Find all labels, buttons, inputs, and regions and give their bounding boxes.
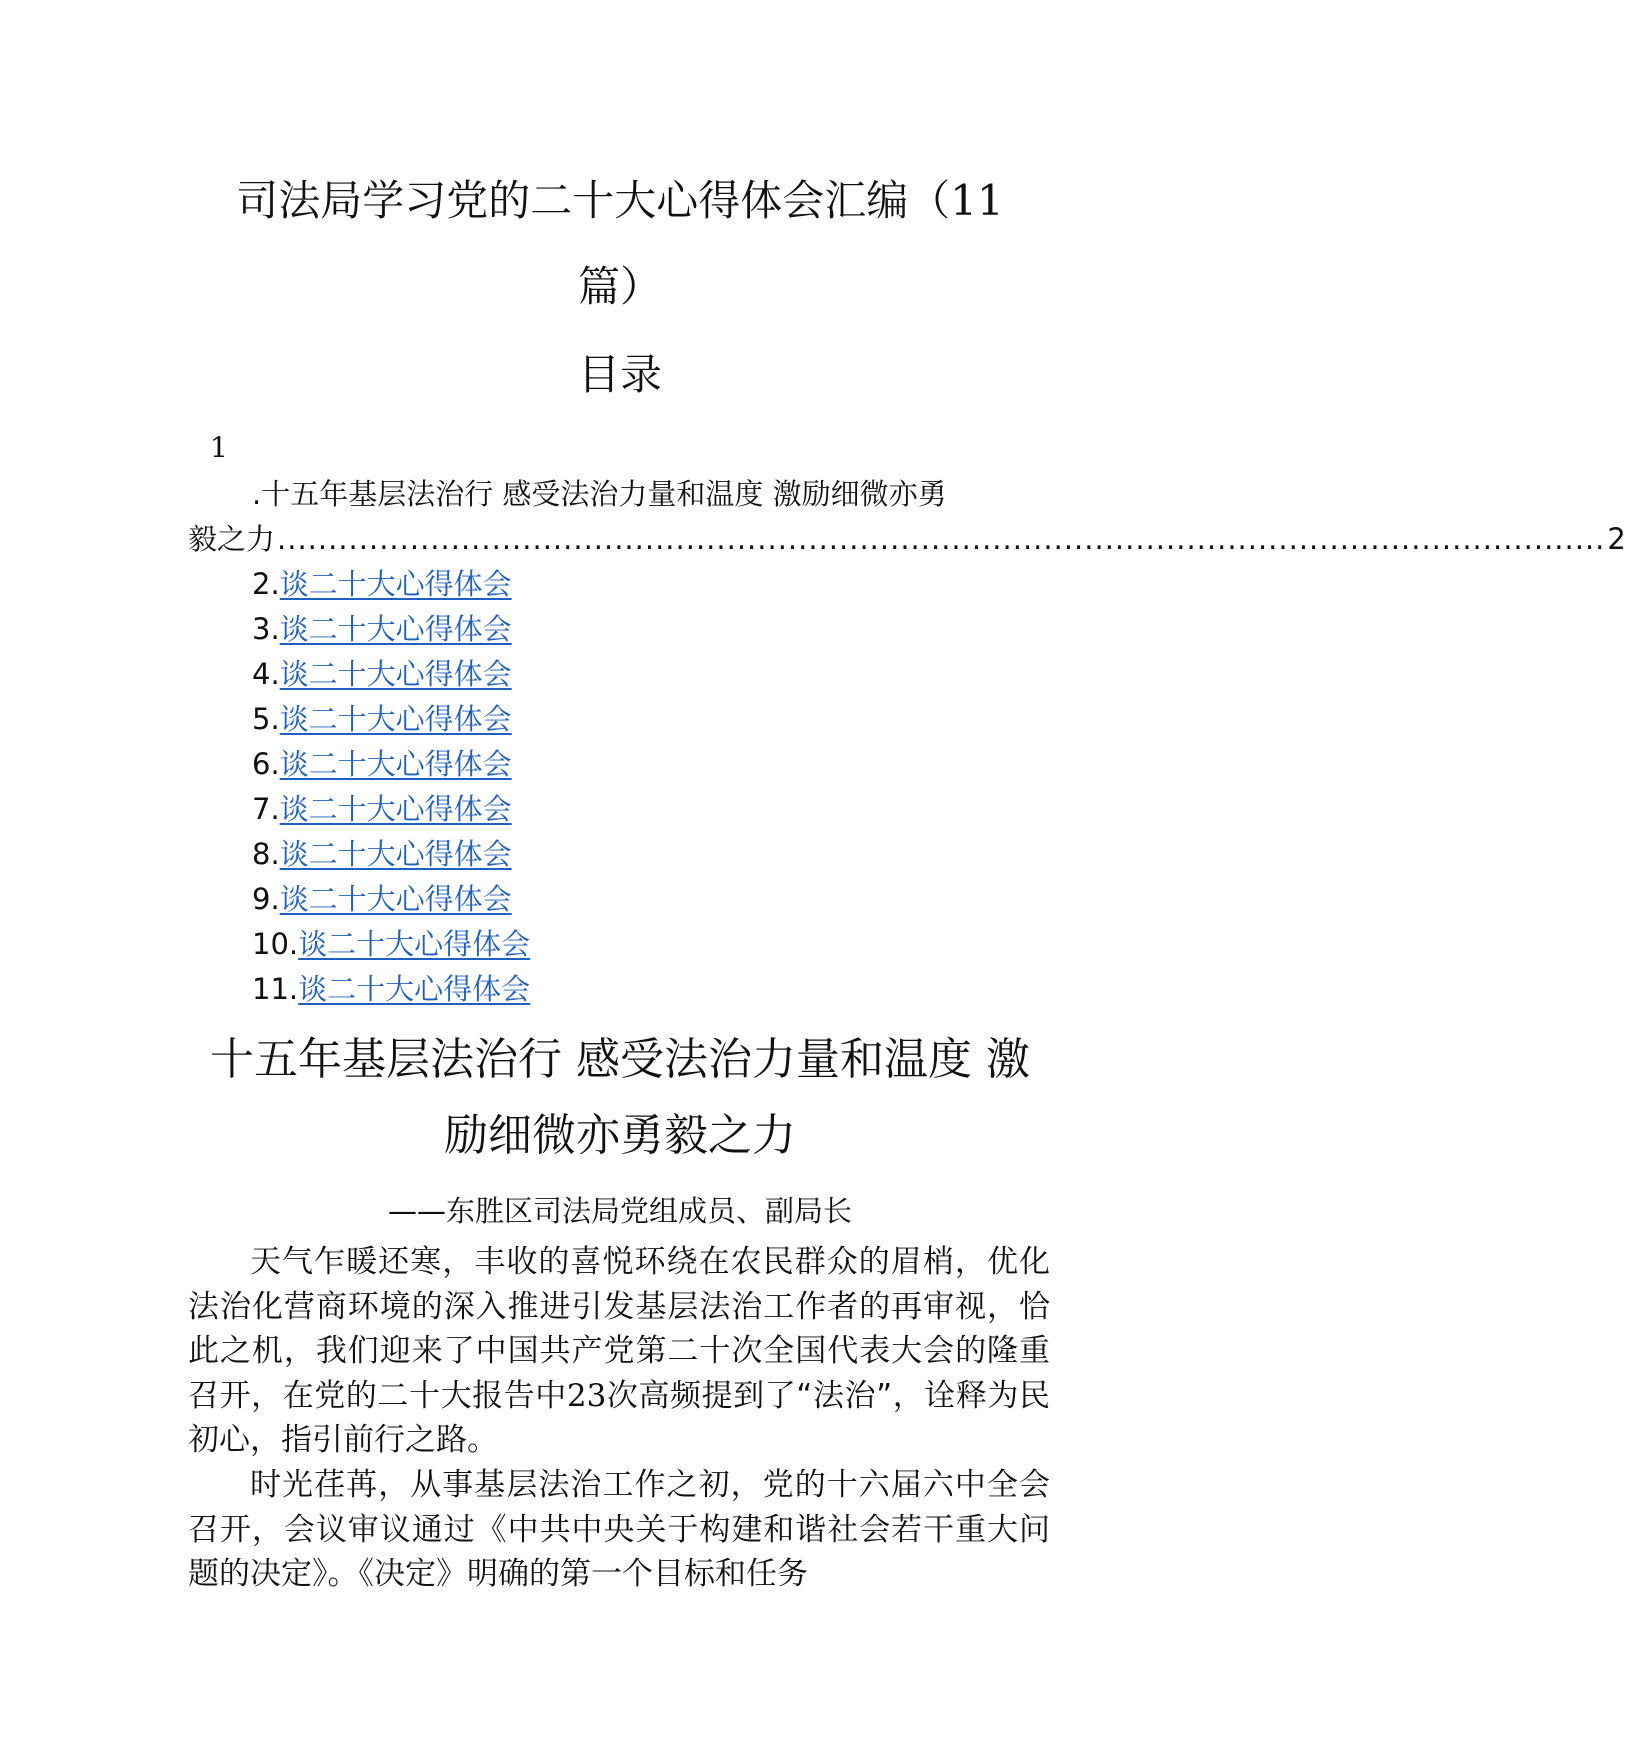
toc-item-link[interactable]: 谈二十大心得体会 [279, 657, 512, 691]
toc-item-number: 6. [252, 747, 280, 781]
toc-item[interactable] [252, 607, 530, 652]
toc-heading: 目录 [577, 350, 662, 399]
toc-item[interactable] [252, 877, 530, 922]
toc-item-link[interactable]: 谈二十大心得体会 [279, 567, 512, 601]
toc-entry-1-line-1: .十五年基层法治行 感受法治力量和温度 激励细微亦勇 [252, 477, 947, 511]
article-title [180, 1022, 1060, 1174]
toc-dot-leader: .................................................................................................................................. [277, 522, 1606, 556]
toc-item-link[interactable]: 谈二十大心得体会 [279, 612, 512, 646]
toc-item-link[interactable]: 谈二十大心得体会 [298, 927, 531, 961]
toc-item-number: 8. [252, 837, 280, 871]
document-title-text: 司法局学习党的二十大心得体会汇编（ [236, 176, 951, 225]
paragraph-2: 时光荏苒，从事基层法治工作之初，党的十六届六中全会召开，会议审议通过《中共中央关于构建和谐社会若干重大问题的决定》。《决定》明确的第一个目标和任务 [188, 1466, 1050, 1593]
toc-item[interactable] [252, 787, 530, 832]
toc-item-number: 10. [252, 927, 299, 961]
document-title [180, 158, 1060, 330]
toc-item-number: 11. [252, 972, 299, 1006]
toc-entry-1-line-2-text: 毅之力 [188, 522, 276, 556]
document-title-count: 11 [950, 176, 1004, 225]
toc-item[interactable] [252, 697, 530, 742]
toc-item-number: 7. [252, 792, 280, 826]
document-title-line-2: 篇） [577, 262, 662, 311]
toc-item[interactable] [252, 832, 530, 877]
toc-item[interactable] [252, 562, 530, 607]
toc-item-link[interactable]: 谈二十大心得体会 [298, 972, 531, 1006]
toc-item-link[interactable]: 谈二十大心得体会 [279, 882, 512, 916]
article-body [188, 1240, 1050, 1597]
paragraph-1 [188, 1240, 1050, 1463]
toc-entry-1[interactable] [188, 472, 1626, 562]
toc-item-number: 9. [252, 882, 280, 916]
toc-item-number: 4. [252, 657, 280, 691]
toc-first-number: 1 [210, 431, 228, 464]
toc-item[interactable] [252, 967, 530, 1012]
toc-item-link[interactable]: 谈二十大心得体会 [279, 792, 512, 826]
article-title-line-2: 励细微亦勇毅之力 [444, 1110, 796, 1161]
paragraph-1-text-a: 天气乍暖还寒，丰收的喜悦环绕在农民群众的眉梢，优化法治化营商环境的深入推进引发基层法治工作者的再审视，恰此之机，我们迎来了中国共产党第二十次全国代表大会的隆重召开，在党的二十大报告中 [188, 1244, 1050, 1414]
toc-entry-1-line-2 [188, 517, 1626, 562]
article-byline: ——东胜区司法局党组成员、副局长 [387, 1194, 852, 1228]
toc-item-number: 3. [252, 612, 280, 646]
toc-list [252, 562, 530, 1012]
paragraph-1-text-b: 次高频提到了“法治”，诠释为民初心，指引前行之路。 [188, 1377, 1050, 1459]
document-title-line-1 [180, 158, 1060, 244]
toc-item-number: 2. [252, 567, 280, 601]
toc-item[interactable] [252, 652, 530, 697]
toc-item-link[interactable]: 谈二十大心得体会 [279, 747, 512, 781]
toc-item[interactable] [252, 742, 530, 787]
toc-page-number: 2 [1607, 522, 1626, 556]
toc-item-link[interactable]: 谈二十大心得体会 [279, 837, 512, 871]
toc-item-link[interactable]: 谈二十大心得体会 [279, 702, 512, 736]
article-title-line-1: 十五年基层法治行 感受法治力量和温度 激 [210, 1034, 1030, 1085]
toc-item-number: 5. [252, 702, 280, 736]
toc-item[interactable] [252, 922, 530, 967]
paragraph-1-number: 23 [566, 1377, 607, 1414]
